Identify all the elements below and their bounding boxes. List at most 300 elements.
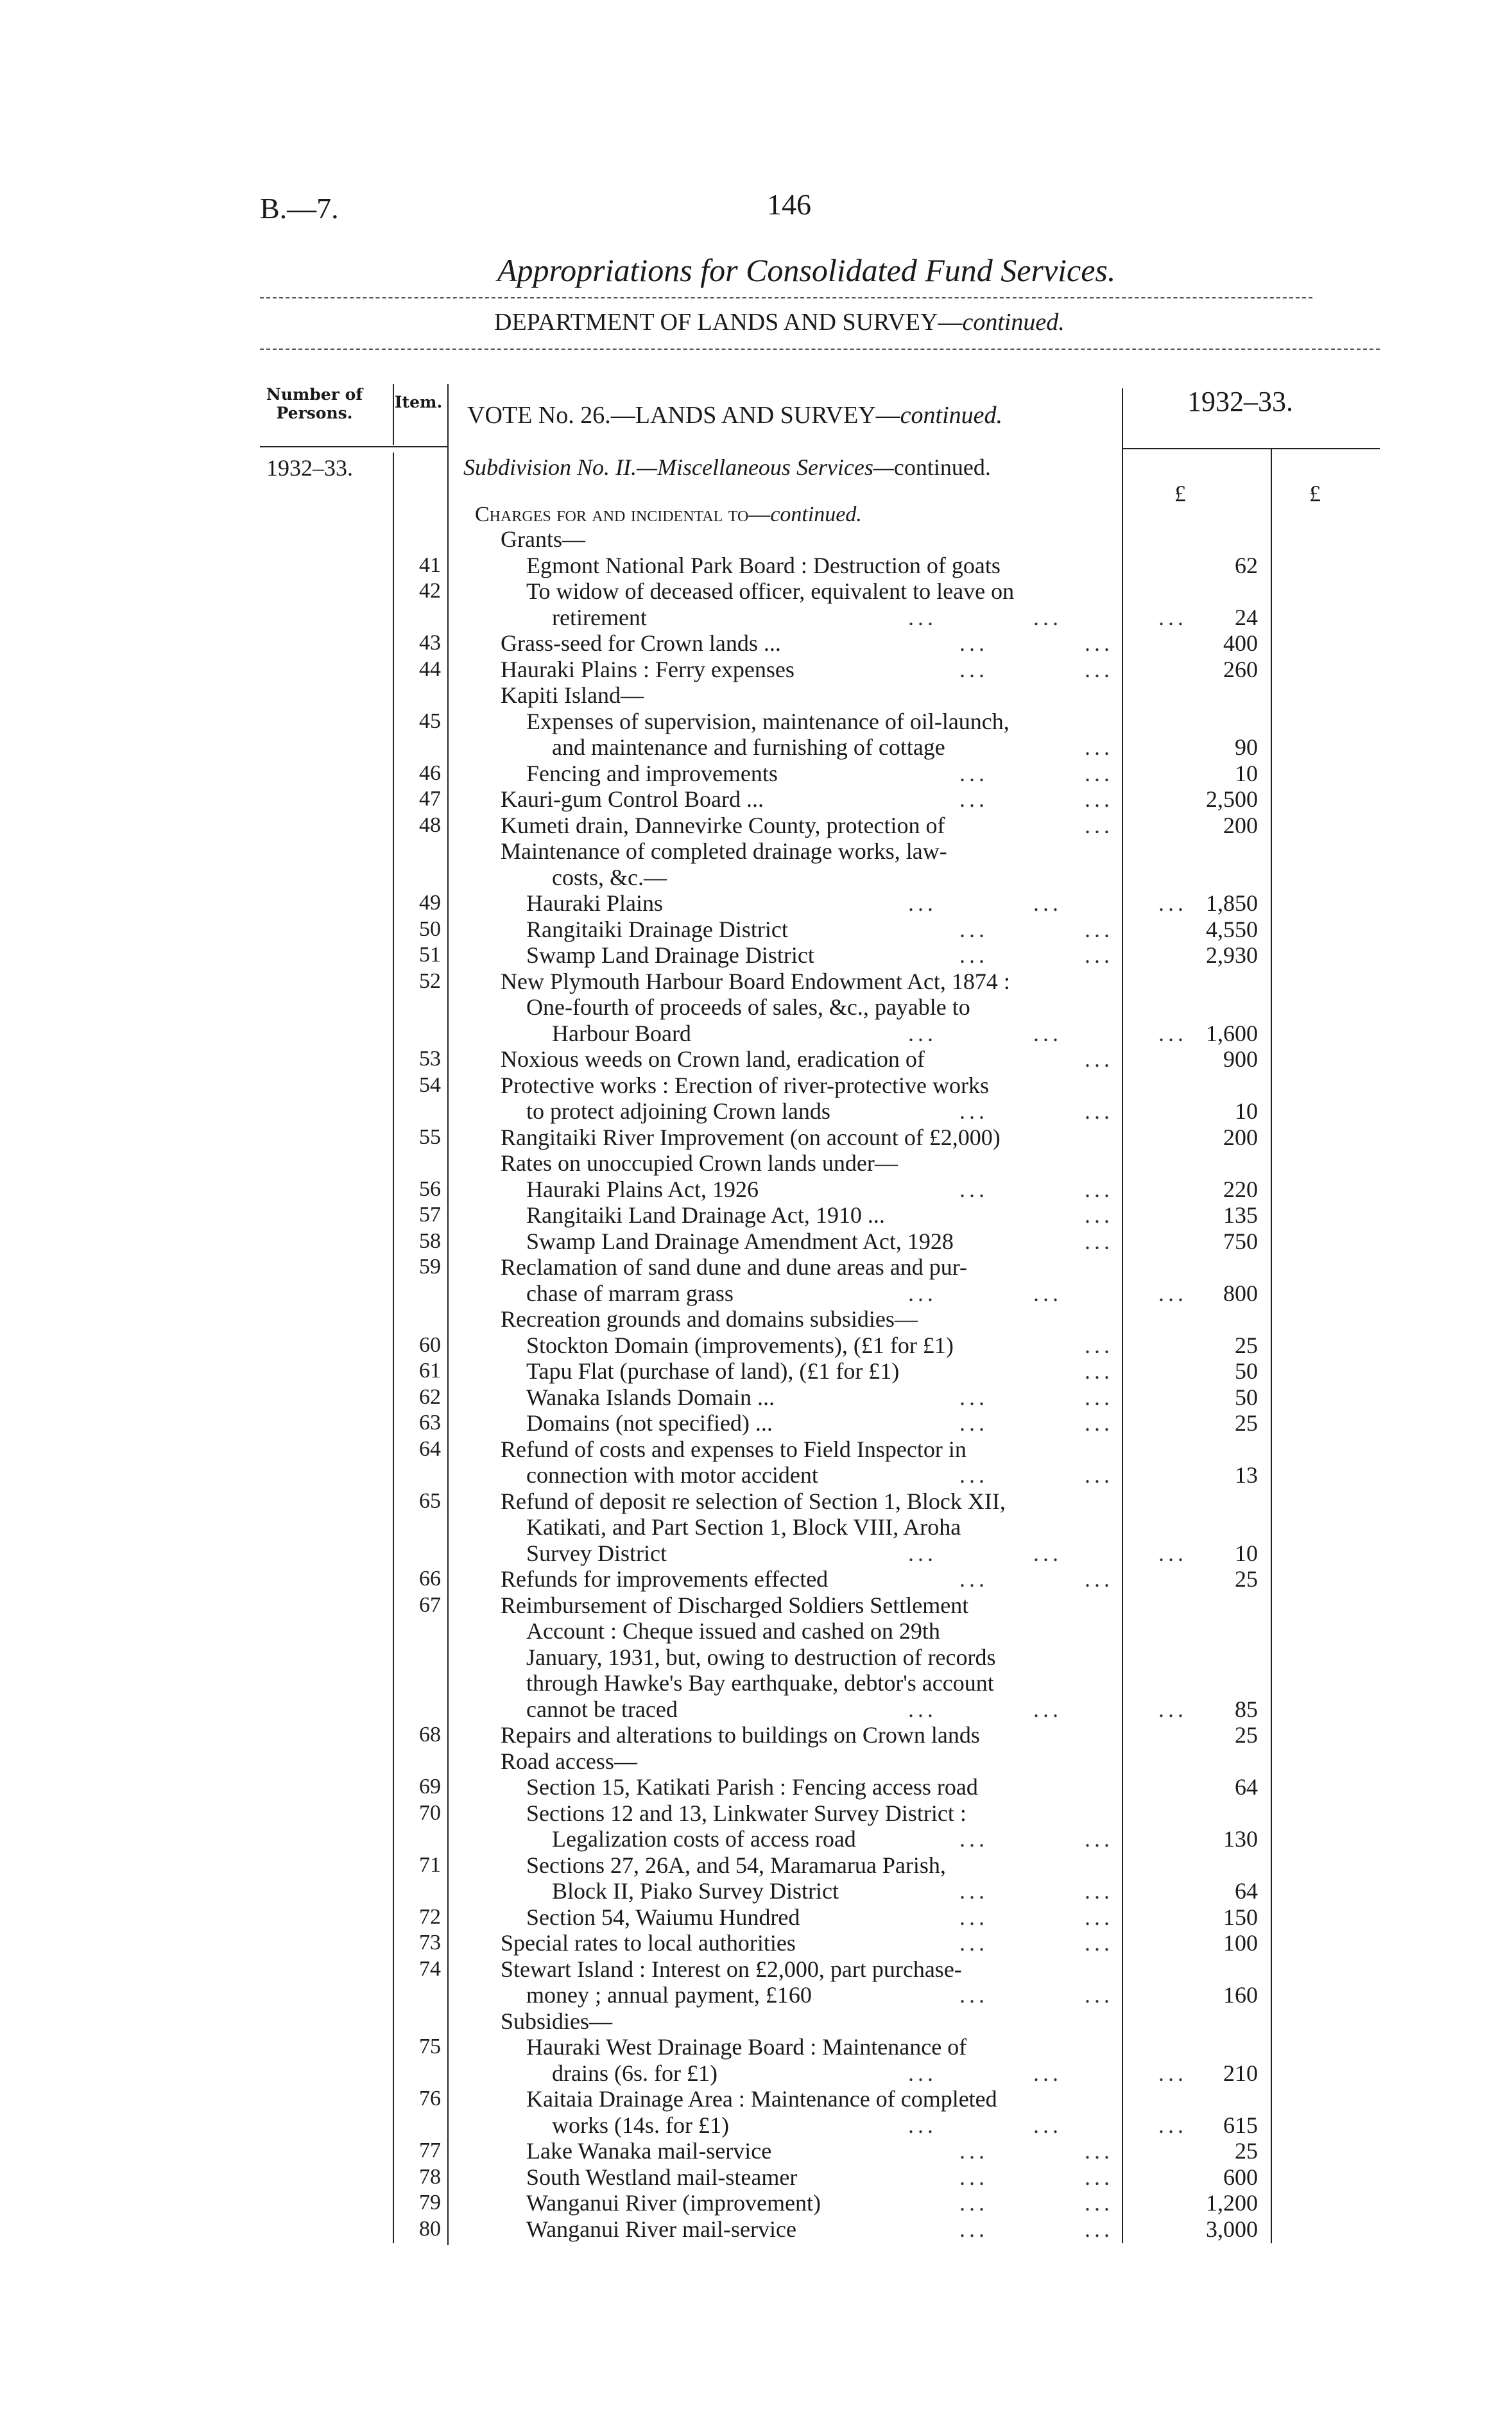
table-row: [0, 1384, 1512, 1410]
item-amount: 750: [1223, 1228, 1258, 1254]
item-amount: 200: [1223, 1124, 1258, 1150]
item-description: [526, 1332, 1168, 1358]
item-number: 68: [419, 1723, 441, 1746]
item-number: 78: [419, 2164, 441, 2189]
item-number: 46: [419, 761, 441, 785]
table-row: [0, 838, 1512, 864]
item-amount: 64: [1235, 1774, 1258, 1800]
item-description-text: and maintenance and furnishing of cottage: [552, 734, 945, 760]
item-amount: 25: [1235, 1410, 1258, 1436]
dot-leader: ... ...: [959, 2216, 1113, 2242]
table-row: [0, 1774, 1512, 1800]
table-row: [0, 1281, 1512, 1306]
item-amount: 24: [1235, 604, 1258, 630]
table-row: [0, 1722, 1512, 1748]
dot-leader: ...: [1085, 1046, 1113, 1072]
table-row: [0, 890, 1512, 916]
item-description-text: Sections 27, 26A, and 54, Maramarua Parish,: [526, 1852, 946, 1878]
dot-leader: ... ...: [959, 1566, 1113, 1592]
item-amount: 210: [1223, 2060, 1258, 2086]
item-description-text: Egmont National Park Board : Destruction of goats: [526, 552, 1001, 578]
item-description-text: to protect adjoining Crown lands: [526, 1098, 830, 1124]
page-reference: B.—7.: [260, 192, 339, 225]
item-description-text: Swamp Land Drainage District: [526, 942, 814, 968]
item-description-text: Protective works : Erection of river-protective works: [501, 1072, 990, 1098]
item-amount: 10: [1235, 1540, 1258, 1566]
item-description-text: Section 15, Katikati Parish : Fencing access road: [526, 1774, 978, 1800]
item-number: 67: [419, 1592, 441, 1617]
item-number: 64: [419, 1436, 441, 1461]
table-row: [0, 1410, 1512, 1436]
item-amount: 615: [1223, 2112, 1258, 2138]
item-description-text: Kumeti drain, Dannevirke County, protection of: [501, 812, 945, 838]
table-row: [0, 2164, 1512, 2190]
item-number: 44: [419, 657, 441, 681]
table-row: [0, 657, 1512, 682]
item-description: [526, 1410, 1168, 1436]
item-description: [526, 1202, 1168, 1228]
item-number: 72: [419, 1904, 441, 1929]
item-amount: 1,200: [1206, 2190, 1258, 2216]
dot-leader: ...: [1085, 734, 1113, 760]
table-row: [0, 1098, 1512, 1124]
table-row: [0, 786, 1512, 812]
item-description-text: Katikati, and Part Section 1, Block VIII, Aroha: [526, 1514, 961, 1540]
subdivision-heading-text: Subdivision No. II.—Miscellaneous Services—: [463, 454, 894, 480]
item-number: 75: [419, 2035, 441, 2058]
item-description: [526, 1618, 1168, 1644]
item-description: [552, 2112, 1194, 2138]
table-row: [0, 1930, 1512, 1956]
table-row: [0, 942, 1512, 968]
item-description-text: Stewart Island : Interest on £2,000, part purchase-: [501, 1956, 962, 1982]
item-description-text: Sections 12 and 13, Linkwater Survey District :: [526, 1800, 966, 1826]
table-row: [0, 2060, 1512, 2086]
dot-leader: ... ...: [959, 1462, 1113, 1488]
item-description: [501, 1592, 1142, 1618]
item-number: 48: [419, 813, 441, 837]
table-row: [0, 813, 1512, 838]
item-number: 58: [419, 1229, 441, 1253]
item-description: [501, 2008, 1142, 2034]
item-amount: 62: [1235, 552, 1258, 578]
item-description: [526, 1229, 1168, 1254]
dot-leader: ... ... ...: [908, 2060, 1187, 2086]
item-description: [501, 1436, 1142, 1462]
table-row: [0, 1125, 1512, 1150]
item-number: 50: [419, 917, 441, 941]
table-row: [0, 1566, 1512, 1592]
item-description: [526, 1774, 1168, 1800]
dot-leader: ... ...: [959, 1982, 1113, 2008]
item-description-text: To widow of deceased officer, equivalent to leave on: [526, 578, 1015, 604]
item-description: [526, 578, 1168, 604]
item-description-text: Legalization costs of access road: [552, 1826, 856, 1852]
item-amount: 160: [1223, 1982, 1258, 2008]
table-row: [0, 994, 1512, 1020]
item-description: [501, 1722, 1142, 1748]
item-description-text: Hauraki Plains Act, 1926: [526, 1176, 759, 1202]
item-number: 45: [419, 709, 441, 733]
table-row: [0, 917, 1512, 942]
item-description-text: Domains (not specified) ...: [526, 1410, 773, 1436]
item-description-text: Hauraki Plains: [526, 890, 663, 916]
item-amount: 4,550: [1206, 916, 1258, 942]
persons-year-label: 1932–33.: [266, 455, 353, 481]
dot-leader: ... ... ...: [908, 890, 1187, 916]
vote-heading: [467, 401, 1002, 429]
item-description-text: Kaitaia Drainage Area : Maintenance of completed: [526, 2086, 997, 2112]
table-row: [0, 1306, 1512, 1332]
table-row: [0, 1748, 1512, 1774]
table-row: [0, 526, 1512, 552]
item-column-header: Item.: [394, 393, 443, 411]
item-description-text: Rates on unoccupied Crown lands under—: [501, 1150, 898, 1176]
table-row: [0, 734, 1512, 760]
number-of-persons-header: Number of Persons.: [266, 385, 363, 422]
dot-leader: ... ...: [959, 942, 1113, 968]
department-heading-continued: continued.: [962, 309, 1065, 336]
item-description: [526, 1670, 1168, 1696]
pound-sign-2: £: [1309, 481, 1321, 506]
item-description: [501, 1956, 1142, 1982]
item-description: [552, 1021, 1194, 1046]
item-description: [526, 709, 1168, 734]
item-description: [501, 1748, 1142, 1774]
item-number: 57: [419, 1203, 441, 1227]
item-amount: 220: [1223, 1176, 1258, 1202]
item-description: [526, 942, 1168, 968]
dot-leader: ... ...: [959, 1878, 1113, 1904]
dot-leader: ... ... ...: [908, 1696, 1187, 1722]
item-description-text: Harbour Board: [552, 1020, 691, 1046]
dot-leader: ... ...: [959, 630, 1113, 656]
item-description-text: Stockton Domain (improvements), (£1 for £1): [526, 1332, 954, 1358]
item-description-text: Refund of deposit re selection of Section 1, Block XII,: [501, 1488, 1006, 1514]
page-title-text: Appropriations for Consolidated Fund Services.: [497, 252, 1116, 288]
item-number: 41: [419, 553, 441, 577]
item-description: [526, 1644, 1168, 1670]
table-row: [0, 1878, 1512, 1904]
table-row: [0, 1358, 1512, 1384]
department-heading: [494, 308, 1065, 336]
charges-heading-text: Charges for and incidental to—: [475, 503, 771, 526]
item-number: 62: [419, 1384, 441, 1409]
item-amount: 13: [1235, 1462, 1258, 1488]
item-amount: 10: [1235, 1098, 1258, 1124]
year-column-header: 1932–33.: [1187, 386, 1293, 417]
item-description: [501, 630, 1142, 656]
subdivision-heading-continued: continued.: [893, 454, 991, 480]
item-number: 59: [419, 1255, 441, 1279]
item-amount: 1,850: [1206, 890, 1258, 916]
item-description-text: Grass-seed for Crown lands ...: [501, 630, 781, 656]
table-row: [0, 2190, 1512, 2216]
item-description-text: Block II, Piako Survey District: [552, 1878, 839, 1904]
item-description-text: Rangitaiki River Improvement (on account of £2,000): [501, 1124, 1001, 1150]
pound-sign-1: £: [1174, 481, 1186, 506]
item-amount: 900: [1223, 1046, 1258, 1072]
dot-leader: ... ...: [959, 1930, 1113, 1956]
item-description-text: Wanganui River mail-service: [526, 2216, 796, 2242]
dot-leader: ... ...: [959, 1826, 1113, 1852]
table-row: [0, 709, 1512, 734]
item-number: 63: [419, 1411, 441, 1435]
dot-leader: ... ... ...: [908, 604, 1187, 630]
item-description-text: New Plymouth Harbour Board Endowment Act, 1874 :: [501, 968, 1010, 994]
dot-leader: ... ... ...: [908, 1280, 1187, 1306]
table-row: [0, 1956, 1512, 1982]
table-row: [0, 1436, 1512, 1462]
table-row: [0, 1073, 1512, 1098]
item-description: [526, 1852, 1168, 1878]
item-description-text: Section 54, Waiumu Hundred: [526, 1904, 800, 1930]
item-number: 56: [419, 1177, 441, 1201]
vote-heading-continued: continued.: [900, 402, 1002, 429]
item-description-text: Recreation grounds and domains subsidies—: [501, 1306, 918, 1332]
table-row: [0, 1540, 1512, 1566]
item-description-text: Rangitaiki Drainage District: [526, 916, 788, 942]
table-row: [0, 682, 1512, 708]
dot-leader: ... ...: [959, 1098, 1113, 1124]
table-row: [0, 1046, 1512, 1072]
item-description: [526, 2190, 1168, 2216]
item-description: [526, 1280, 1187, 1306]
item-description-text: Survey District: [526, 1540, 667, 1566]
table-row: [0, 1229, 1512, 1254]
item-description: [501, 657, 1142, 682]
item-amount: 3,000: [1206, 2216, 1258, 2242]
item-amount: 135: [1223, 1202, 1258, 1228]
table-row: [0, 1618, 1512, 1644]
item-description: [501, 838, 1142, 864]
item-description: [552, 865, 1194, 890]
item-description-text: Road access—: [501, 1748, 637, 1774]
item-number: 73: [419, 1931, 441, 1954]
item-description: [526, 1384, 1168, 1410]
item-description-text: Repairs and alterations to buildings on Crown lands: [501, 1722, 980, 1748]
item-description-text: money ; annual payment, £160: [526, 1982, 812, 2008]
table-row: [0, 1202, 1512, 1228]
item-description-text: Rangitaiki Land Drainage Act, 1910 ...: [526, 1202, 885, 1228]
item-description: [526, 1462, 1168, 1488]
item-description: [501, 969, 1142, 994]
item-amount: 25: [1235, 2138, 1258, 2164]
table-row: [0, 2216, 1512, 2242]
item-description-text: Reimbursement of Discharged Soldiers Settlement: [501, 1592, 969, 1618]
dot-leader: ... ...: [959, 656, 1113, 682]
dot-leader: ...: [1085, 812, 1113, 838]
item-description: [552, 605, 1194, 630]
item-amount: 25: [1235, 1566, 1258, 1592]
item-number: 60: [419, 1332, 441, 1357]
header-rule-right: [1122, 448, 1380, 449]
item-description-text: Account : Cheque issued and cashed on 29th: [526, 1618, 940, 1644]
item-number: 69: [419, 1775, 441, 1798]
item-amount: 10: [1235, 760, 1258, 786]
dot-leader: ... ...: [959, 2190, 1113, 2216]
item-amount: 260: [1223, 656, 1258, 682]
dot-leader: ... ...: [959, 2164, 1113, 2190]
item-amount: 64: [1235, 1878, 1258, 1904]
item-description-text: Expenses of supervision, maintenance of oil-launch,: [526, 708, 1009, 734]
item-description: [501, 813, 1142, 838]
item-number: 49: [419, 891, 441, 915]
item-description-text: Refund of costs and expenses to Field Inspector in: [501, 1436, 966, 1462]
item-description: [526, 2164, 1168, 2190]
item-description: [526, 2216, 1168, 2242]
item-description-text: Swamp Land Drainage Amendment Act, 1928: [526, 1228, 954, 1254]
dot-leader: ... ...: [959, 1904, 1113, 1930]
item-amount: 600: [1223, 2164, 1258, 2190]
item-description: [526, 1358, 1168, 1384]
item-description-text: Subsidies—: [501, 2008, 613, 2034]
item-description: [552, 2060, 1194, 2086]
item-description: [501, 1125, 1142, 1150]
item-description-text: retirement: [552, 604, 647, 630]
item-number: 74: [419, 1956, 441, 1981]
table-row: [0, 1696, 1512, 1722]
item-description: [501, 1150, 1142, 1176]
item-description-text: Fencing and improvements: [526, 760, 778, 786]
table-row: [0, 1644, 1512, 1670]
item-description: [526, 1177, 1168, 1202]
item-description: [526, 1800, 1168, 1826]
table-row: [0, 969, 1512, 994]
vote-heading-text: VOTE No. 26.—LANDS AND SURVEY—: [467, 402, 900, 429]
item-amount: 90: [1235, 734, 1258, 760]
dot-leader: ... ...: [959, 1410, 1113, 1436]
item-description: [552, 734, 1194, 760]
table-row: [0, 1670, 1512, 1696]
item-description: [526, 1540, 1187, 1566]
dot-leader: ... ...: [959, 760, 1113, 786]
item-description: [526, 890, 1187, 916]
item-description: [526, 2086, 1168, 2112]
item-description-text: Wanganui River (improvement): [526, 2190, 821, 2216]
dot-leader: ... ... ...: [908, 2112, 1187, 2138]
dot-leader: ... ...: [959, 916, 1113, 942]
item-description: [526, 1982, 1168, 2008]
item-description: [526, 1904, 1168, 1930]
charges-heading-continued: continued.: [770, 503, 862, 526]
department-rule: [260, 349, 1380, 350]
item-number: 42: [419, 579, 441, 603]
page-title: [497, 252, 1115, 289]
table-row: [0, 865, 1512, 890]
item-description-text: Kapiti Island—: [501, 682, 644, 708]
subdivision-heading: [463, 454, 991, 481]
dot-leader: ...: [1085, 1228, 1113, 1254]
item-amount: 800: [1223, 1280, 1258, 1306]
item-description-text: cannot be traced: [526, 1696, 678, 1722]
item-number: 65: [419, 1488, 441, 1513]
item-description: [501, 1488, 1142, 1514]
item-number: 70: [419, 1800, 441, 1825]
table-row: [0, 1592, 1512, 1618]
item-description-text: One-fourth of proceeds of sales, &c., payable to: [526, 994, 970, 1020]
table-row: [0, 630, 1512, 656]
item-description-text: Special rates to local authorities: [501, 1930, 796, 1956]
item-description-text: Tapu Flat (purchase of land), (£1 for £1): [526, 1358, 900, 1384]
item-description: [501, 1073, 1142, 1098]
item-description-text: Wanaka Islands Domain ...: [526, 1384, 775, 1410]
item-number: 80: [419, 2216, 441, 2241]
item-description-text: drains (6s. for £1): [552, 2060, 717, 2086]
item-description-text: through Hawke's Bay earthquake, debtor's account: [526, 1670, 994, 1696]
item-number: 66: [419, 1567, 441, 1591]
item-number: 43: [419, 631, 441, 655]
table-row: [0, 1332, 1512, 1358]
item-description-text: Grants—: [501, 526, 585, 552]
item-description-text: Kauri-gum Control Board ...: [501, 786, 764, 812]
item-description-text: Lake Wanaka mail-service: [526, 2138, 772, 2164]
dot-leader: ...: [1085, 1202, 1113, 1228]
table-row: [0, 1462, 1512, 1488]
dot-leader: ... ...: [959, 786, 1113, 812]
item-description-text: Reclamation of sand dune and dune areas and pur-: [501, 1254, 968, 1280]
table-row: [0, 1254, 1512, 1280]
item-amount: 2,930: [1206, 942, 1258, 968]
item-number: 51: [419, 943, 441, 967]
item-description-text: Noxious weeds on Crown land, eradication of: [501, 1046, 925, 1072]
table-row: [0, 2008, 1512, 2034]
item-description: [526, 1696, 1187, 1722]
item-number: 55: [419, 1125, 441, 1149]
item-description: [526, 761, 1168, 786]
item-description: [501, 1930, 1142, 1956]
dot-leader: ... ...: [959, 2138, 1113, 2164]
item-description: [501, 1306, 1142, 1332]
item-description: [526, 2034, 1168, 2060]
item-description: [526, 994, 1168, 1020]
table-row: [0, 1852, 1512, 1878]
item-description: [501, 526, 1142, 552]
item-amount: 50: [1235, 1384, 1258, 1410]
item-description: [501, 1046, 1142, 1072]
item-description-text: January, 1931, but, owing to destruction of records: [526, 1644, 996, 1670]
item-description-text: Refunds for improvements effected: [501, 1566, 829, 1592]
item-amount: 50: [1235, 1358, 1258, 1384]
table-row: [0, 1514, 1512, 1540]
item-description: [501, 786, 1142, 812]
item-amount: 100: [1223, 1930, 1258, 1956]
item-number: 53: [419, 1047, 441, 1071]
table-row: [0, 1150, 1512, 1176]
table-row: [0, 1800, 1512, 1826]
header-rule-left: [260, 446, 447, 447]
table-row: [0, 1904, 1512, 1930]
table-row: [0, 1021, 1512, 1046]
item-amount: 200: [1223, 812, 1258, 838]
item-description: [526, 2138, 1168, 2164]
item-number: 61: [419, 1359, 441, 1383]
table-row: [0, 2112, 1512, 2138]
charges-heading: [475, 503, 862, 527]
item-number: 79: [419, 2191, 441, 2214]
item-amount: 85: [1235, 1696, 1258, 1722]
item-amount: 25: [1235, 1722, 1258, 1748]
item-description: [501, 682, 1142, 708]
dot-leader: ... ... ...: [908, 1020, 1187, 1046]
item-description: [552, 1878, 1194, 1904]
department-heading-text: DEPARTMENT OF LANDS AND SURVEY—: [494, 309, 963, 336]
item-description-text: Hauraki West Drainage Board : Maintenance of: [526, 2034, 967, 2060]
item-description-text: connection with motor accident: [526, 1462, 818, 1488]
item-description-text: South Westland mail-steamer: [526, 2164, 798, 2190]
table-row: [0, 605, 1512, 630]
dot-leader: ... ...: [959, 1384, 1113, 1410]
